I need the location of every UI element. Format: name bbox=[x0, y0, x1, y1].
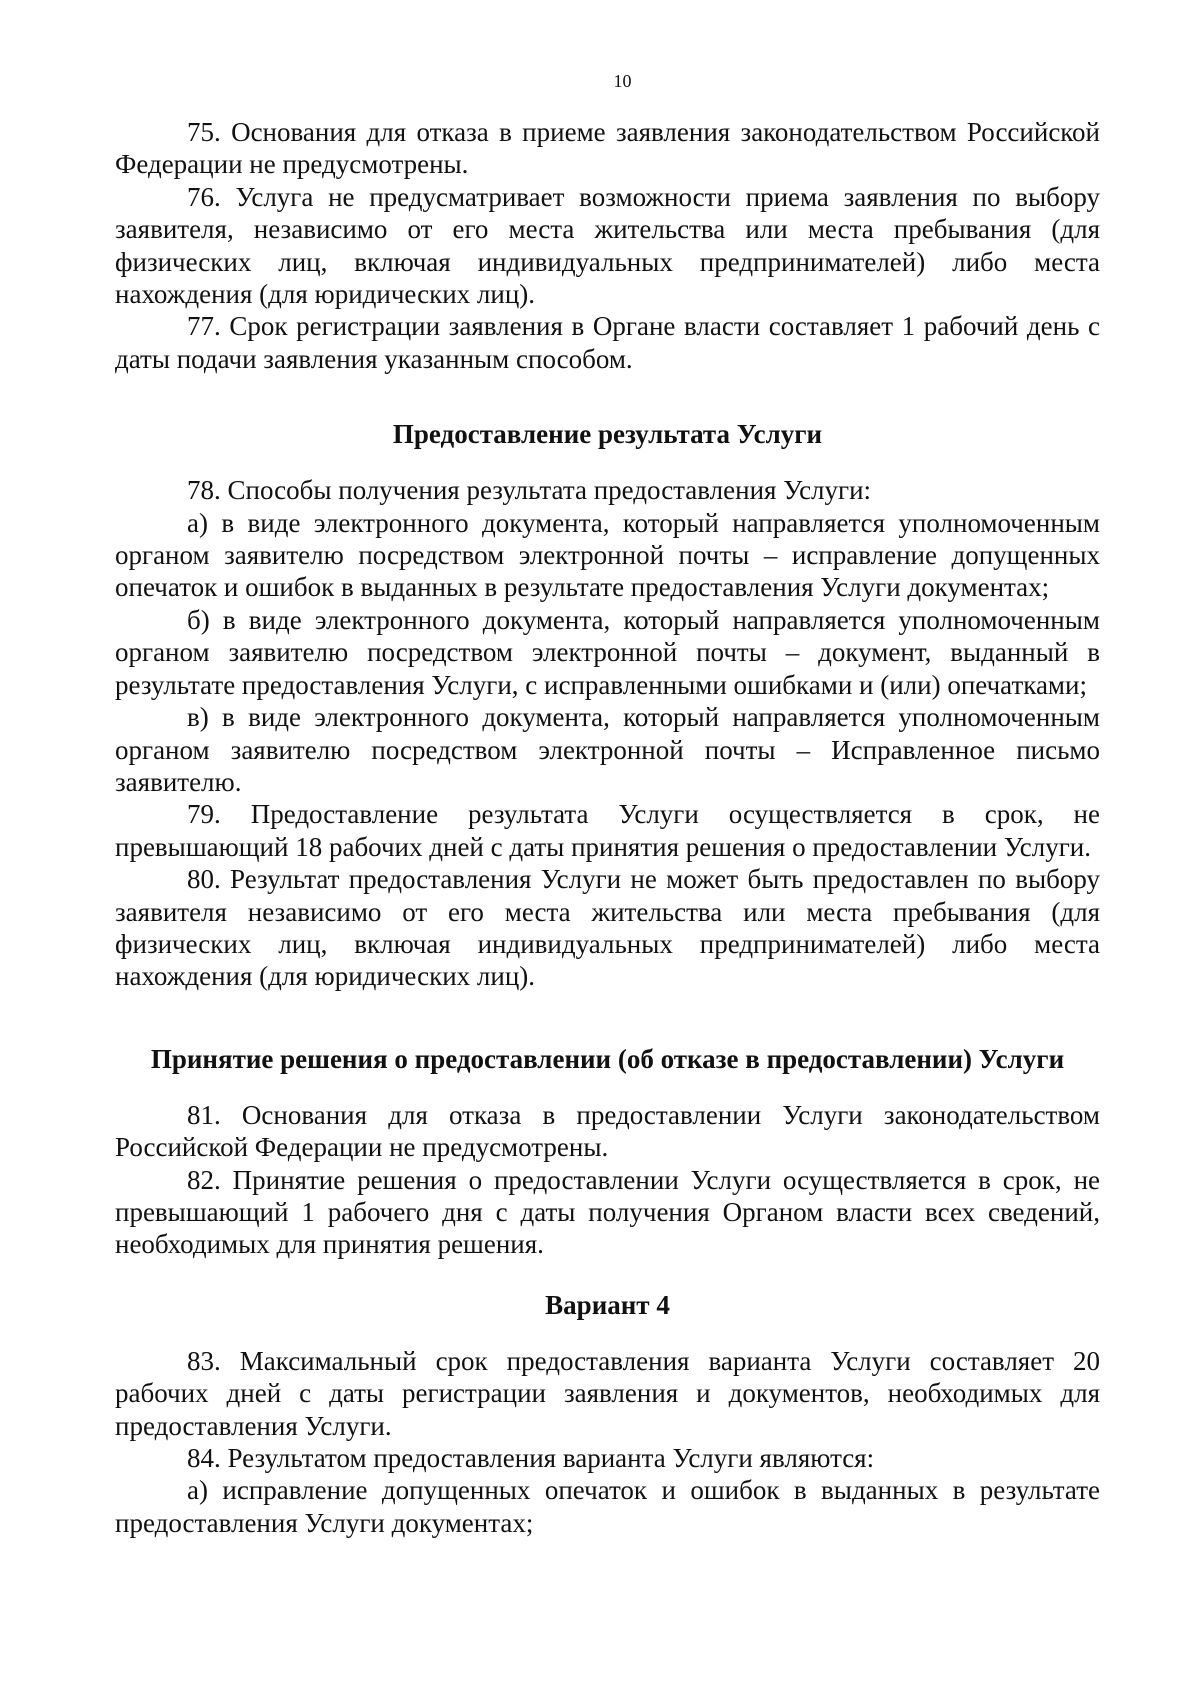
paragraph-84-a: а) исправление допущенных опечаток и ошибок в выданных в результате предоставления Услуги документах; bbox=[115, 1475, 1100, 1538]
paragraph-77: 77. Срок регистрации заявления в Органе власти составляет 1 рабочий день с даты подачи заявления указанным способом. bbox=[115, 311, 1100, 374]
paragraph-78-v: в) в виде электронного документа, который направляется уполномоченным органом заявителю посредством электронной почты – Исправленное письмо заявителю. bbox=[115, 702, 1100, 797]
paragraph-80: 80. Результат предоставления Услуги не может быть предоставлен по выбору заявителя независимо от его места жительства или места пребывания (для физических лиц, включая индивидуальных предпринимателей) либо места нахождения (для юридических лиц). bbox=[115, 864, 1100, 992]
section-heading-variant-4: Вариант 4 bbox=[545, 1289, 670, 1320]
paragraph-78-a: а) в виде электронного документа, который направляется уполномоченным органом заявителю посредством электронной почты – исправление допущенных опечаток и ошибок в выданных в результате предоставления Услуги документах; bbox=[115, 507, 1100, 603]
page-number: 10 bbox=[613, 71, 632, 91]
paragraph-78-b: б) в виде электронного документа, который направляется уполномоченным органом заявителю посредством электронной почты – документ, выданный в результате предоставления Услуги, с исправленными ошибками и (или) опечатками; bbox=[115, 604, 1100, 700]
paragraph-82: 82. Принятие решения о предоставлении Услуги осуществляется в срок, не превышающий 1 рабочего дня с даты получения Органом власти всех сведений, необходимых для принятия решения. bbox=[115, 1164, 1100, 1260]
section-heading-decision: Принятие решения о предоставлении (об отказе в предоставлении) Услуги bbox=[150, 1043, 1065, 1074]
paragraph-75: 75. Основания для отказа в приеме заявления законодательством Российской Федерации не предусмотрены. bbox=[115, 117, 1100, 180]
paragraph-83: 83. Максимальный срок предоставления варианта Услуги составляет 20 рабочих дней с даты регистрации заявления и документов, необходимых для предоставления Услуги. bbox=[115, 1345, 1100, 1441]
paragraph-76: 76. Услуга не предусматривает возможности приема заявления по выбору заявителя, независимо от его места жительства или места пребывания (для физических лиц, включая индивидуальных предпринимателей) либо места нахождения (для юридических лиц). bbox=[115, 181, 1100, 310]
section-heading-result: Предоставление результата Услуги bbox=[392, 419, 823, 450]
paragraph-84: 84. Результатом предоставления варианта Услуги являются: bbox=[187, 1443, 875, 1473]
paragraph-79: 79. Предоставление результата Услуги осуществляется в срок, не превышающий 18 рабочих дней с даты принятия решения о предоставлении Услуги. bbox=[115, 799, 1100, 862]
paragraph-78: 78. Способы получения результата предоставления Услуги: bbox=[187, 475, 872, 506]
paragraph-81: 81. Основания для отказа в предоставлении Услуги законодательством Российской Федерации не предусмотрены. bbox=[115, 1099, 1100, 1163]
